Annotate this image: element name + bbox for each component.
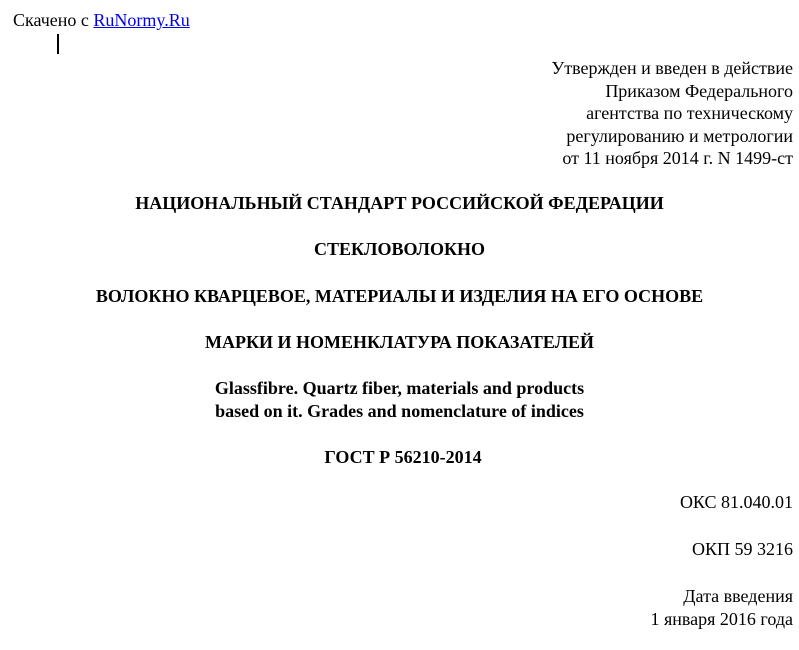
product-title: СТЕКЛОВОЛОКНО <box>313 239 486 259</box>
english-title-line: based on it. Grades and nomenclature of indices <box>215 401 584 421</box>
document-subtitle: ВОЛОКНО КВАРЦЕВОЕ, МАТЕРИАЛЫ И ИЗДЕЛИЯ НА ЕГО ОСНОВЕ <box>95 286 704 306</box>
approval-block <box>551 57 793 170</box>
okp-code: ОКП 59 3216 <box>691 539 793 559</box>
grades-title: МАРКИ И НОМЕНКЛАТУРА ПОКАЗАТЕЛЕЙ <box>204 332 595 352</box>
introduction-label: Дата введения <box>683 586 793 606</box>
approval-line: Утвержден и введен в действие <box>551 58 793 78</box>
approval-line: от 11 ноября 2014 г. N 1499-ст <box>562 148 793 168</box>
download-source-line <box>13 9 190 31</box>
download-prefix: Скачено с <box>13 10 94 30</box>
approval-line: регулированию и метрологии <box>566 125 793 146</box>
oks-code: ОКС 81.040.01 <box>679 492 793 512</box>
national-standard-title: НАЦИОНАЛЬНЫЙ СТАНДАРТ РОССИЙСКОЙ ФЕДЕРАЦИИ <box>135 193 664 213</box>
introduction-date: 1 января 2016 года <box>650 609 793 629</box>
english-title <box>0 377 799 423</box>
introduction-date-block <box>650 585 793 631</box>
approval-line: Приказом Федерального <box>605 80 793 101</box>
gost-designation: ГОСТ Р 56210-2014 <box>324 447 482 467</box>
english-title-line: Glassfibre. Quartz fiber, materials and products <box>214 378 585 398</box>
text-cursor <box>57 34 59 54</box>
approval-line: агентства по техническому <box>586 103 793 123</box>
runormy-link[interactable]: RuNormy.Ru <box>93 10 190 30</box>
